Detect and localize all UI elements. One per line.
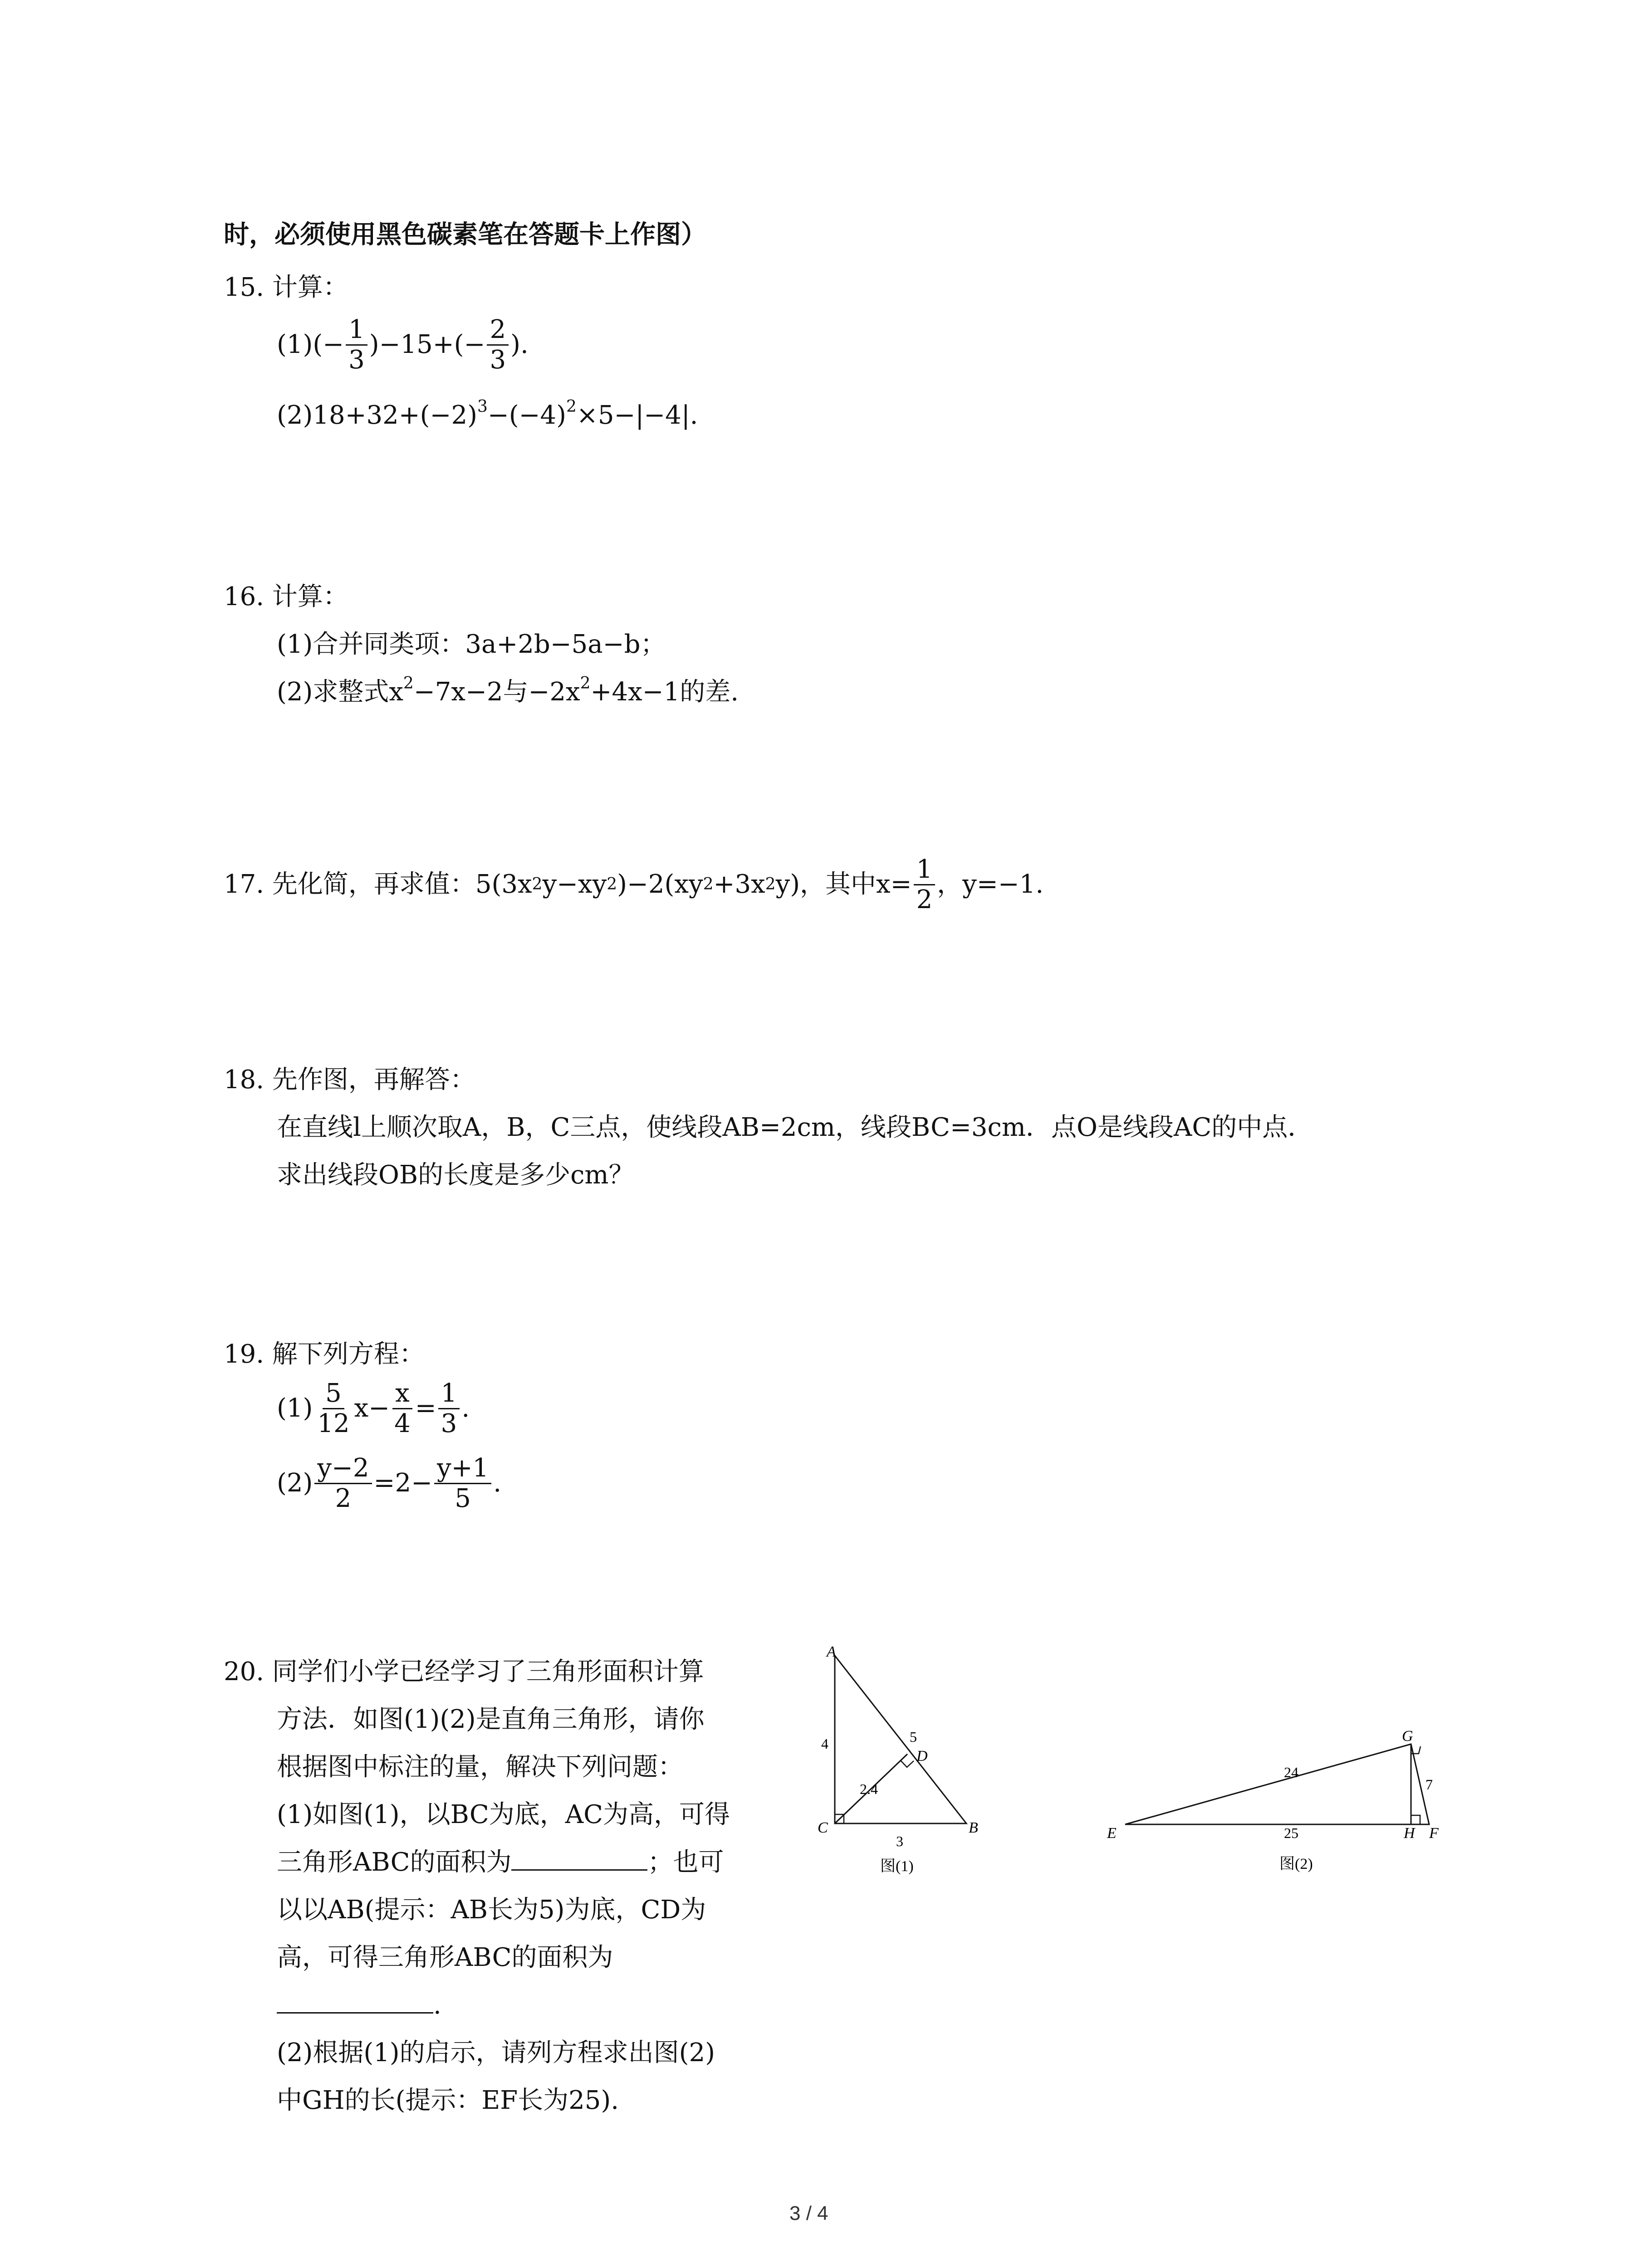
q16-label: 16. 计算：: [224, 582, 348, 611]
page-number: 3 / 4: [789, 2202, 828, 2224]
q20-line3: 根据图中标注的量，解决下列问题：: [277, 1752, 683, 1782]
label-g: G: [1402, 1728, 1413, 1745]
fraction: $\frac{1}{3}$: [346, 315, 367, 375]
right-angle-mark-d: [901, 1760, 914, 1767]
figure-1-caption: 图(1): [880, 1858, 914, 1875]
label-ac-length: 4: [821, 1735, 828, 1752]
label-h: H: [1404, 1825, 1415, 1842]
label-ab-length: 5: [910, 1729, 917, 1745]
label-d: D: [916, 1748, 928, 1765]
fraction: 5 12: [317, 1378, 350, 1438]
q16-part1: (1)合并同类项：3a+2b−5a−b；: [277, 630, 666, 659]
q15-part1: (1)(− $\frac{1}{3}$ )−15+(− $\frac{2}{3}$ ).: [277, 314, 529, 375]
q18-line2: 求出线段OB的长度是多少cm？: [277, 1160, 634, 1190]
label-e: E: [1107, 1825, 1117, 1842]
figure-2-caption: 图(2): [1279, 1856, 1313, 1872]
label-f: F: [1429, 1825, 1439, 1842]
label-bc-length: 3: [896, 1833, 903, 1849]
answer-blank[interactable]: [511, 1847, 647, 1871]
q17-text: 17. 先化简，再求值：5(3x 2 y−xy 2 )−2(xy 2 +3x 2 y)，其中x= $\frac{1}{2}$ ，y=−1.: [224, 854, 1044, 914]
q20-line2: 方法．如图(1)(2)是直角三角形，请你: [277, 1705, 705, 1734]
q20-line8: .: [277, 1989, 441, 2022]
q19-part2: (2) $\frac{y-2}{2}$ =2− $\frac{y+1}{5}$ .: [277, 1453, 501, 1513]
triangle-egf: [1125, 1744, 1429, 1824]
q15-part2: $(2)18+32+(-2)^3-(-4)^2\times 5-|-4|$.: [277, 397, 698, 430]
q20-line7: 高，可得三角形ABC的面积为: [277, 1943, 613, 1972]
label-a: A: [827, 1643, 836, 1660]
q15-label: 15. 计算：: [224, 273, 348, 302]
q18-line1: 在直线l上顺次取A，B，C三点，使线段AB=2cm，线段BC=3cm．点O是线段AC的中点．: [277, 1113, 1313, 1142]
label-gf-length: 7: [1425, 1776, 1433, 1793]
q18-label: 18. 先作图，再解答：: [224, 1065, 475, 1095]
q19-label: 19. 解下列方程：: [224, 1339, 425, 1369]
figure-2-right-triangle: [1098, 1719, 1461, 1892]
label-cd-length: 2.4: [860, 1781, 878, 1797]
right-angle-mark-h: [1411, 1815, 1420, 1824]
fraction: $\frac{x}{4}$: [392, 1379, 413, 1438]
fraction: $\frac{1}{2}$: [914, 855, 936, 914]
label-c: C: [818, 1819, 828, 1836]
q20-line4: (1)如图(1)，以BC为底，AC为高，可得: [277, 1800, 730, 1829]
q19-part1: (1) 5 12 x− $\frac{x}{4}$ = $\frac{1}{3}$ .: [277, 1378, 470, 1438]
q20-line1: 20. 同学们小学已经学习了三角形面积计算: [224, 1657, 704, 1686]
triangle-abc: [835, 1656, 966, 1823]
q16-part2: (2)求整式$x^2-7x-2$与$-2x^2+4x-1$的差.: [277, 674, 739, 707]
figure-1-right-triangle: [808, 1642, 998, 1878]
fraction: $\frac{1}{3}$: [438, 1379, 460, 1438]
label-ef-length: 25: [1284, 1825, 1298, 1841]
label-eg-length: 24: [1284, 1764, 1298, 1780]
q20-line6: 以以AB(提示：AB长为5)为底，CD为: [277, 1895, 706, 1925]
q20-line9: (2)根据(1)的启示，请列方程求出图(2): [277, 2038, 715, 2068]
answer-blank[interactable]: [277, 1989, 433, 2014]
label-b: B: [969, 1819, 978, 1836]
fraction: $\frac{y+1}{5}$: [434, 1454, 491, 1513]
fraction: $\frac{2}{3}$: [487, 315, 509, 375]
header-note: 时，必须使用黑色碳素笔在答题卡上作图）: [224, 220, 706, 249]
fraction: $\frac{y-2}{2}$: [314, 1454, 372, 1513]
q20-line5: 三角形ABC的面积为 ；也可: [277, 1848, 724, 1877]
q20-line10: 中GH的长(提示：EF长为25).: [277, 2086, 619, 2115]
